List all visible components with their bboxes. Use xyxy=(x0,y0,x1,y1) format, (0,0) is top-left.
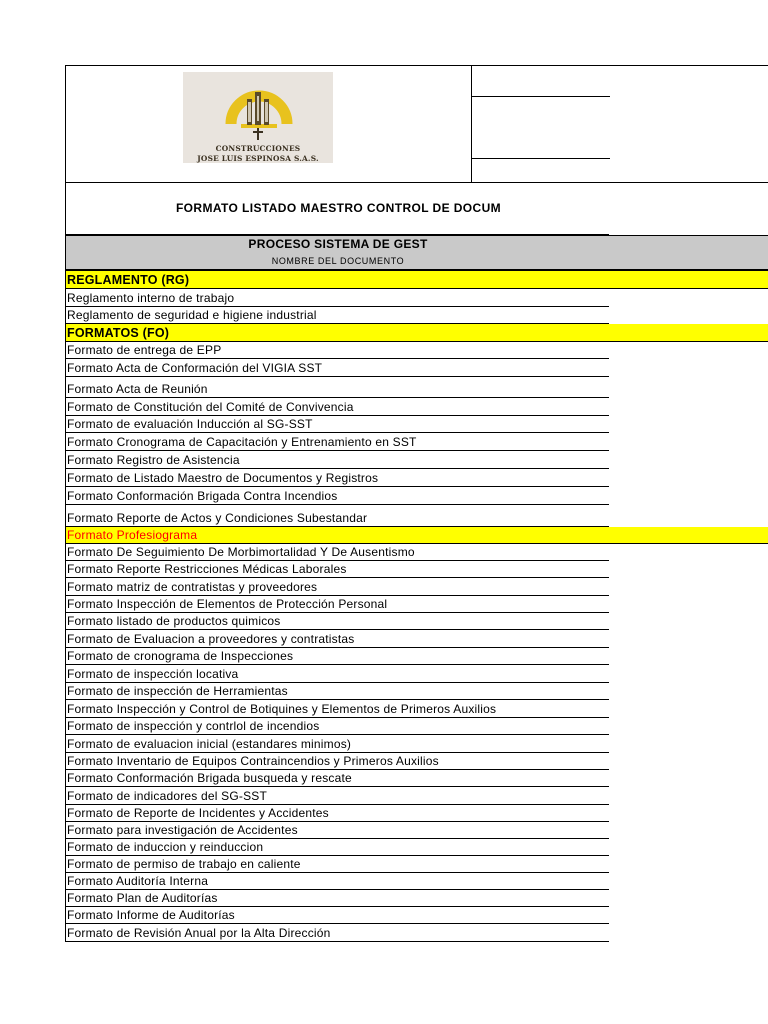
document-name: Formato para investigación de Accidentes xyxy=(67,823,298,837)
table-row xyxy=(65,787,609,805)
table-row xyxy=(65,578,609,596)
document-name: Reglamento de seguridad e higiene industrial xyxy=(67,308,317,322)
section-label: FORMATOS (FO) xyxy=(67,326,170,340)
meta-cell-3 xyxy=(472,159,610,183)
section-row xyxy=(65,271,768,289)
table-row xyxy=(65,527,768,544)
title-block xyxy=(65,183,609,235)
document-name: Formato de Revisión Anual por la Alta Dirección xyxy=(67,926,331,940)
document-name: Formato listado de productos quimicos xyxy=(67,614,281,628)
column-header xyxy=(65,253,768,271)
document-name: Formato Reporte de Actos y Condiciones Subestandar xyxy=(67,511,368,525)
document-name: Formato Reporte Restricciones Médicas Laborales xyxy=(67,562,347,576)
table-row xyxy=(65,561,609,578)
table-row xyxy=(65,839,609,856)
process-title: PROCESO SISTEMA DE GEST xyxy=(248,237,428,251)
document-name: Formato de permiso de trabajo en caliente xyxy=(67,857,301,871)
table-row xyxy=(65,665,609,683)
document-list xyxy=(65,271,768,942)
document-name: Formato de induccion y reinduccion xyxy=(67,840,264,854)
document-name: Formato Registro de Asistencia xyxy=(67,453,240,467)
logo-company-line1: CONSTRUCCIONES xyxy=(215,144,301,153)
table-row xyxy=(65,596,609,613)
document-name: Formato de Listado Maestro de Documentos y Registros xyxy=(67,471,379,485)
table-row xyxy=(65,873,609,890)
document-header xyxy=(65,65,768,183)
table-row xyxy=(65,630,609,648)
table-row xyxy=(65,416,609,433)
table-row xyxy=(65,505,609,527)
table-row xyxy=(65,398,609,416)
table-row xyxy=(65,613,609,630)
table-row xyxy=(65,907,609,924)
document-name: Formato Inspección y Control de Botiquines y Elementos de Primeros Auxilios xyxy=(67,702,497,716)
document-name: Formato de Evaluacion a proveedores y contratistas xyxy=(67,632,355,646)
document-name: Formato Conformación Brigada busqueda y rescate xyxy=(67,771,352,785)
spreadsheet xyxy=(65,65,768,942)
table-row xyxy=(65,924,609,942)
table-row xyxy=(65,289,609,307)
document-name: Formato de Constitución del Comité de Convivencia xyxy=(67,400,354,414)
table-row xyxy=(65,805,609,822)
table-row xyxy=(65,683,609,700)
table-row xyxy=(65,718,609,735)
table-row xyxy=(65,544,609,561)
document-name: Formato matriz de contratistas y proveedores xyxy=(67,580,318,594)
meta-cell-1 xyxy=(472,66,610,97)
document-name: Formato de evaluacion inicial (estandares minimos) xyxy=(67,737,352,751)
document-name: Formato de Reporte de Incidentes y Accidentes xyxy=(67,806,329,820)
logo-company-line2: JOSE LUIS ESPINOSA S.A.S. xyxy=(197,154,319,163)
document-name: Formato Conformación Brigada Contra Incendios xyxy=(67,489,338,503)
document-name: Formato Acta de Conformación del VIGIA SST xyxy=(67,361,323,375)
table-row xyxy=(65,469,609,487)
document-name: Reglamento interno de trabajo xyxy=(67,291,235,305)
table-row xyxy=(65,648,609,665)
table-row xyxy=(65,770,609,787)
document-name: Formato de evaluación Inducción al SG-SST xyxy=(67,417,313,431)
document-name: Formato Cronograma de Capacitación y Entrenamiento en SST xyxy=(67,435,417,449)
document-name: Formato de cronograma de Inspecciones xyxy=(67,649,294,663)
document-name: Formato de inspección locativa xyxy=(67,667,239,681)
document-name: Formato De Seguimiento De Morbimortalidad Y De Ausentismo xyxy=(67,545,415,559)
table-row xyxy=(65,753,609,770)
document-name: Formato de indicadores del SG-SST xyxy=(67,789,268,803)
page-title: FORMATO LISTADO MAESTRO CONTROL DE DOCUM xyxy=(175,201,502,215)
table-row xyxy=(65,487,609,505)
document-name: Formato de inspección y contrlol de incendios xyxy=(67,719,320,733)
document-name: Formato Inventario de Equipos Contraincendios y Primeros Auxilios xyxy=(67,754,439,768)
document-name: Formato Profesiograma xyxy=(67,528,198,542)
document-name: Formato Plan de Auditorías xyxy=(67,891,218,905)
column-header-name: NOMBRE DEL DOCUMENTO xyxy=(271,256,405,266)
section-row xyxy=(65,324,768,342)
section-label: REGLAMENTO (RG) xyxy=(67,273,190,287)
meta-cell-2 xyxy=(472,97,610,159)
document-name: Formato de entrega de EPP xyxy=(67,343,222,357)
document-name: Formato Auditoría Interna xyxy=(67,874,209,888)
document-name: Formato de inspección de Herramientas xyxy=(67,684,288,698)
table-row xyxy=(65,342,609,359)
company-logo xyxy=(183,72,333,163)
table-row xyxy=(65,359,609,377)
logo-cell xyxy=(66,66,472,183)
document-name: Formato Acta de Reunión xyxy=(67,382,208,396)
table-row xyxy=(65,451,609,469)
document-name: Formato Inspección de Elementos de Protección Personal xyxy=(67,597,388,611)
table-row xyxy=(65,433,609,451)
table-row xyxy=(65,822,609,839)
table-row xyxy=(65,890,609,907)
document-name: Formato Informe de Auditorías xyxy=(67,908,235,922)
table-row xyxy=(65,700,609,718)
process-header xyxy=(65,235,768,253)
table-row xyxy=(65,856,609,873)
table-row xyxy=(65,307,609,324)
table-row xyxy=(65,377,609,398)
table-row xyxy=(65,735,609,753)
